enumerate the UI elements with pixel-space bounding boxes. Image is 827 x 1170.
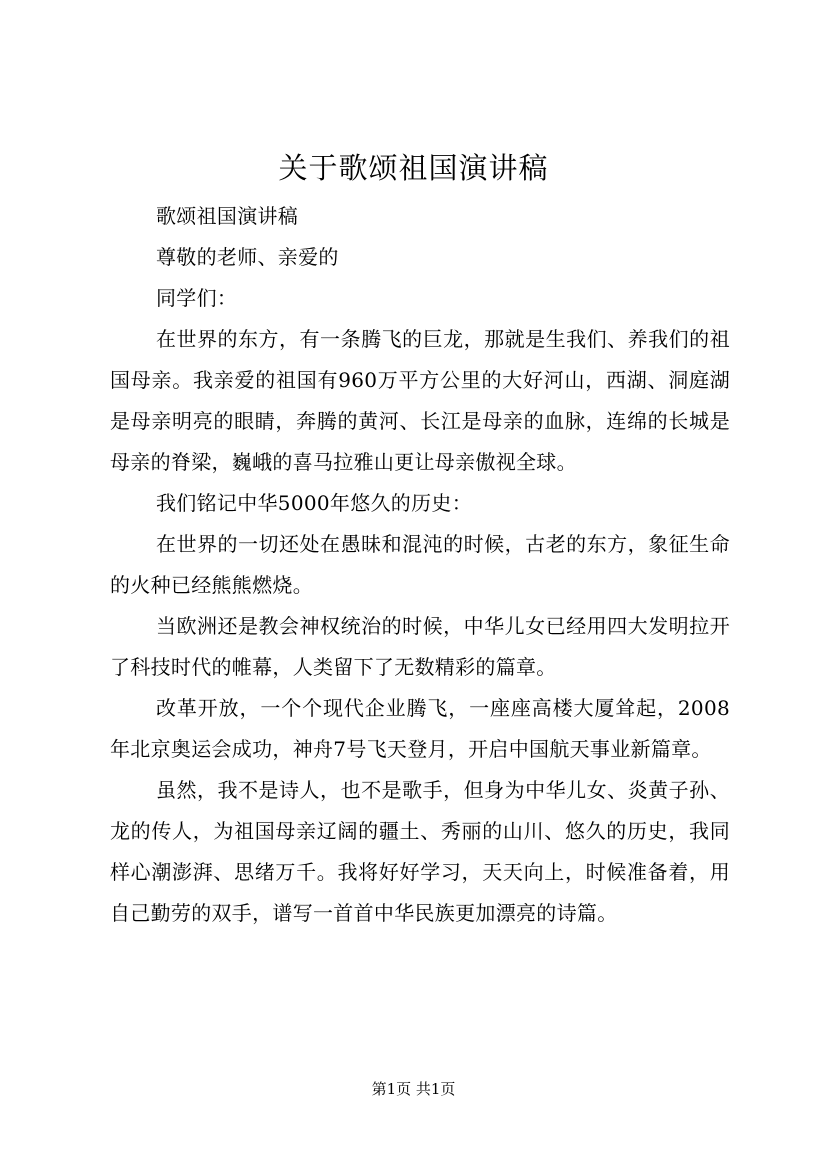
paragraph: 改革开放，一个个现代企业腾飞，一座座高楼大厦耸起，2008年北京奥运会成功，神舟7号飞天登月，开启中国航天事业新篇章。 xyxy=(110,696,730,761)
paragraph: 在世界的东方，有一条腾飞的巨龙，那就是生我们、养我们的祖国母亲。我亲爱的祖国有960万平方公里的大好河山，西湖、洞庭湖是母亲明亮的眼睛，奔腾的黄河、长江是母亲的血脉，连绵的长城是母亲的脊梁，巍峨的喜马拉雅山更让母亲傲视全球。 xyxy=(110,327,730,474)
document-body xyxy=(110,196,730,934)
paragraph: 虽然，我不是诗人，也不是歌手，但身为中华儿女、炎黄子孙、龙的传人，为祖国母亲辽阔的疆土、秀丽的山川、悠久的历史，我同样心潮澎湃、思绪万千。我将好好学习，天天向上，时候准备着，用自己勤劳的双手，谱写一首首中华民族更加漂亮的诗篇。 xyxy=(110,778,730,925)
page-number-footer: 第1页 共1页 xyxy=(371,1080,456,1098)
paragraph: 我们铭记中华5000年悠久的历史： xyxy=(156,491,472,515)
paragraph: 在世界的一切还处在愚昧和混沌的时候，古老的东方，象征生命的火种已经熊熊燃烧。 xyxy=(110,532,730,597)
paragraph: 尊敬的老师、亲爱的 xyxy=(156,245,339,269)
paragraph: 当欧洲还是教会神权统治的时候，中华儿女已经用四大发明拉开了科技时代的帷幕，人类留下了无数精彩的篇章。 xyxy=(110,614,730,679)
document-title: 关于歌颂祖国演讲稿 xyxy=(278,151,549,185)
paragraph: 歌颂祖国演讲稿 xyxy=(156,204,299,228)
paragraph: 同学们： xyxy=(156,286,238,310)
